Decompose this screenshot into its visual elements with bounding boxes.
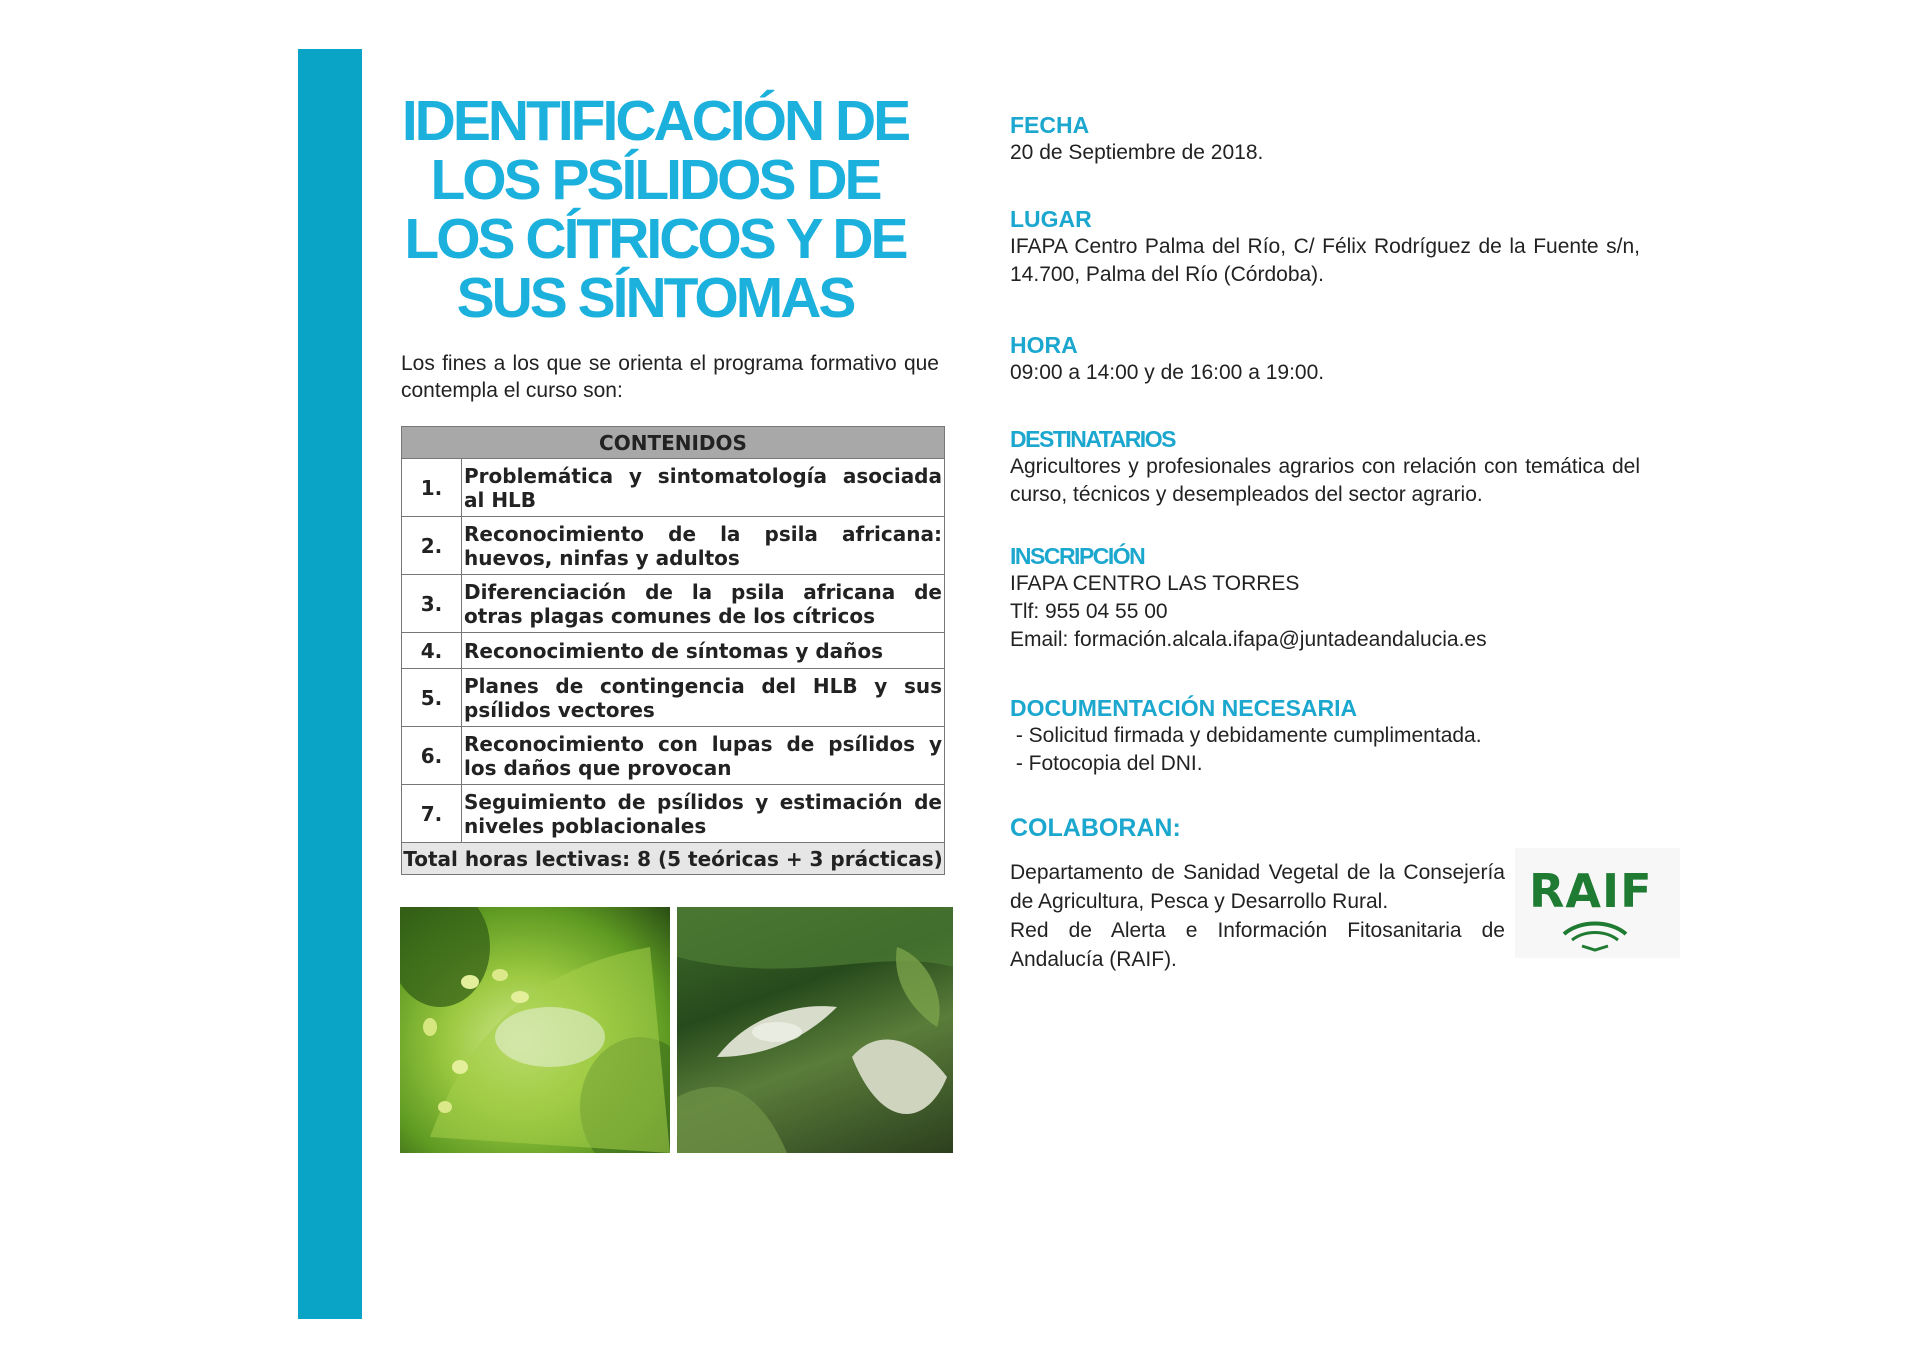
table-row [402, 517, 945, 575]
table-row [402, 575, 945, 633]
hora-label: HORA [1010, 332, 1078, 358]
inscripcion-line: IFAPA CENTRO LAS TORRES [1010, 572, 1300, 595]
raif-logo [1515, 848, 1680, 958]
inscripcion-email: Email: formación.alcala.ifapa@juntadeandalucia.es [1010, 628, 1487, 651]
row-text: Reconocimiento de síntomas y daños [462, 633, 945, 669]
section-inscripcion [1010, 542, 1640, 654]
table-row [402, 459, 945, 517]
raif-logo-word: RAIF [1529, 864, 1653, 918]
colaboran-label: COLABORAN: [1010, 814, 1181, 842]
lugar-text: IFAPA Centro Palma del Río, C/ Félix Rodríguez de la Fuente s/n, 14.700, Palma del Río (Córdoba). [1010, 235, 1640, 286]
row-number: 7. [402, 785, 462, 843]
title-line: IDENTIFICACIÓN DE [401, 89, 909, 153]
row-text: Problemática y sintomatología asociada al HLB [462, 459, 945, 517]
fecha-label: FECHA [1010, 112, 1090, 138]
table-row [402, 633, 945, 669]
table-row [402, 727, 945, 785]
row-text: Reconocimiento de la psila africana: huevos, ninfas y adultos [462, 517, 945, 575]
title-line: SUS SÍNTOMAS [456, 266, 854, 330]
row-number: 4. [402, 633, 462, 669]
documentacion-item: - Fotocopia del DNI. [1010, 752, 1203, 775]
row-number: 5. [402, 669, 462, 727]
section-lugar [1010, 205, 1640, 289]
photo-psyllid-nymphs [400, 907, 670, 1153]
row-text: Seguimiento de psílidos y estimación de niveles poblacionales [462, 785, 945, 843]
table-row [402, 669, 945, 727]
row-text: Reconocimiento con lupas de psílidos y los daños que provocan [462, 727, 945, 785]
fecha-text: 20 de Septiembre de 2018. [1010, 141, 1264, 164]
table-row [402, 785, 945, 843]
table-total-row [402, 843, 945, 875]
intro-text: Los fines a los que se orienta el programa formativo que contempla el curso son: [401, 352, 939, 402]
row-text: Planes de contingencia del HLB y sus psílidos vectores [462, 669, 945, 727]
colaboran-line: Red de Alerta e Información Fitosanitaria de Andalucía (RAIF). [1010, 919, 1505, 971]
total-hours: Total horas lectivas: 8 (5 teóricas + 3 prácticas) [402, 843, 945, 875]
title-line: LOS CÍTRICOS Y DE [404, 207, 906, 271]
side-accent-bar [298, 49, 362, 1319]
photo-psyllid-nymphs-drawing [400, 907, 670, 1153]
section-destinatarios [1010, 425, 1640, 509]
photo-leaf-damage [677, 907, 953, 1153]
row-number: 3. [402, 575, 462, 633]
colaboran-line: Departamento de Sanidad Vegetal de la Consejería de Agricultura, Pesca y Desarrollo Rural. [1010, 861, 1505, 913]
section-documentacion [1010, 694, 1640, 778]
raif-arc-icon [1560, 920, 1630, 952]
section-fecha [1010, 111, 1640, 167]
hora-text: 09:00 a 14:00 y de 16:00 a 19:00. [1010, 361, 1325, 384]
lugar-label: LUGAR [1010, 206, 1092, 232]
documentacion-item: - Solicitud firmada y debidamente cumplimentada. [1010, 724, 1482, 747]
inscripcion-label: INSCRIPCIÓN [1010, 543, 1145, 569]
row-number: 2. [402, 517, 462, 575]
table-header: CONTENIDOS [402, 427, 945, 459]
row-text: Diferenciación de la psila africana de otras plagas comunes de los cítricos [462, 575, 945, 633]
page-title [400, 89, 910, 330]
row-number: 6. [402, 727, 462, 785]
title-line: LOS PSÍLIDOS DE [430, 148, 880, 212]
photo-leaf-damage-drawing [677, 907, 953, 1153]
documentacion-label: DOCUMENTACIÓN NECESARIA [1010, 695, 1358, 721]
row-number: 1. [402, 459, 462, 517]
section-hora [1010, 331, 1640, 387]
destinatarios-label: DESTINATARIOS [1010, 426, 1175, 452]
colaboran-text [1010, 858, 1505, 974]
destinatarios-text: Agricultores y profesionales agrarios con relación con temática del curso, técnicos y desempleados del sector agrario. [1010, 455, 1640, 506]
contents-table [401, 426, 945, 875]
inscripcion-phone: Tlf: 955 04 55 00 [1010, 600, 1168, 623]
